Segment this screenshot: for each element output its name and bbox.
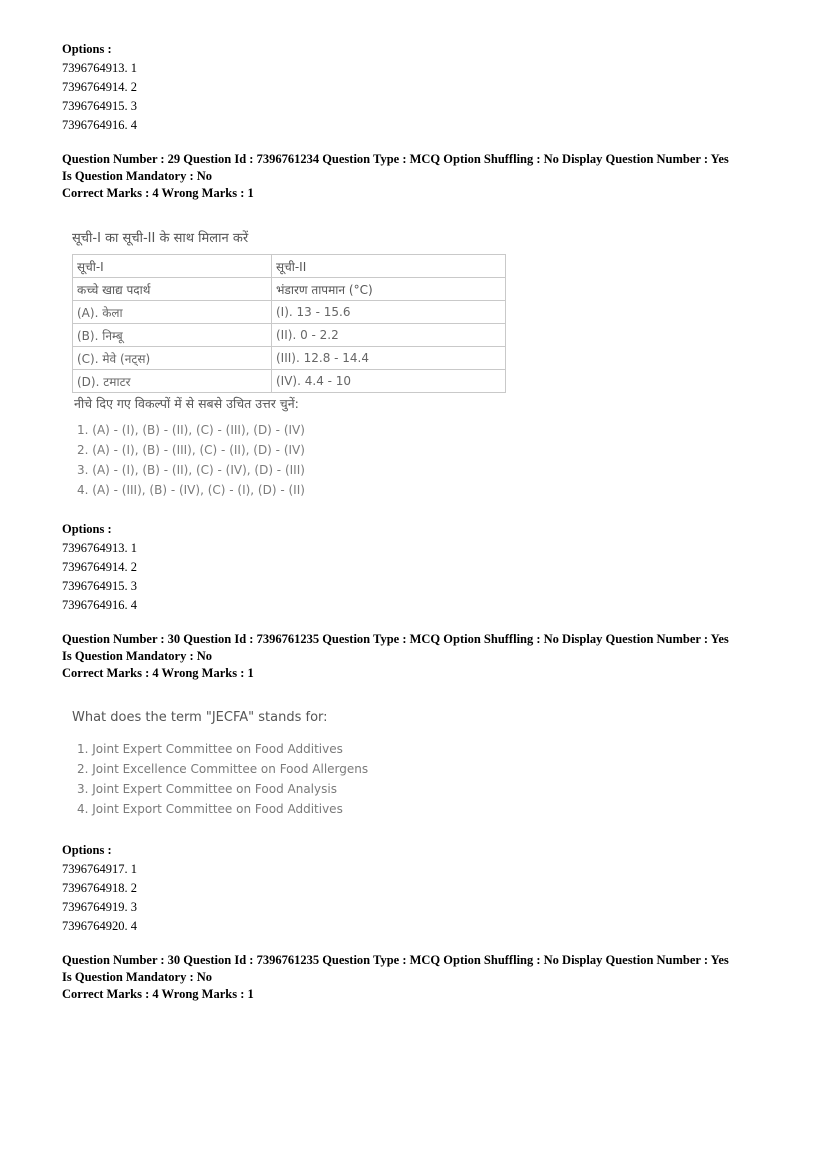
question-header-line: Question Number : 30 Question Id : 7396761235 Question Type : MCQ Option Shuffling : No Display Question Number : Yes [62,632,729,646]
choice-item: 4. Joint Export Committee on Food Additives [77,802,343,816]
table-cell: (D). टमाटर [73,370,272,393]
table-cell: (III). 12.8 - 14.4 [272,347,506,370]
question-30-content [62,710,782,819]
question-lead: सूची-I का सूची-II के साथ मिलान करें [72,231,249,246]
document-page [62,40,782,1003]
option-line: 7396764916. 4 [62,598,137,612]
choice-item: 3. Joint Expert Committee on Food Analysis [77,782,337,796]
options-block-q29 [62,520,782,615]
table-cell: (B). निम्बू [73,324,272,347]
choice-item: 3. (A) - (I), (B) - (II), (C) - (IV), (D) - (III) [77,463,305,477]
question-mandatory-line: Is Question Mandatory : No [62,970,213,984]
options-title: Options : [62,42,112,56]
question-instruction: नीचे दिए गए विकल्पों में से सबसे उचित उत्तर चुनें: [74,396,299,411]
question-lead: What does the term "JECFA" stands for: [72,710,328,725]
question-marks-line: Correct Marks : 4 Wrong Marks : 1 [62,186,254,200]
option-line: 7396764919. 3 [62,900,137,914]
question-29-header [62,151,782,202]
table-row [73,301,506,324]
table-cell: (A). केला [73,301,272,324]
option-line: 7396764914. 2 [62,80,137,94]
choice-list [62,739,782,819]
question-30-header [62,631,782,682]
match-table [72,254,506,393]
table-cell: (I). 13 - 15.6 [272,301,506,324]
table-head-2: सूची-II [272,255,506,278]
choice-list [62,420,782,500]
option-line: 7396764915. 3 [62,579,137,593]
option-line: 7396764916. 4 [62,118,137,132]
question-29-content [62,228,782,500]
choice-item: 1. Joint Expert Committee on Food Additives [77,742,343,756]
table-subhead-1: कच्चे खाद्य पदार्थ [73,278,272,301]
options-title: Options : [62,843,112,857]
table-row [73,370,506,393]
option-line: 7396764914. 2 [62,560,137,574]
choice-item: 4. (A) - (III), (B) - (IV), (C) - (I), (D) - (II) [77,483,305,497]
options-block-top [62,40,782,135]
question-header-line: Question Number : 29 Question Id : 7396761234 Question Type : MCQ Option Shuffling : No Display Question Number : Yes [62,152,729,166]
question-mandatory-line: Is Question Mandatory : No [62,169,213,183]
table-subhead-2: भंडारण तापमान (°C) [272,278,506,301]
option-line: 7396764915. 3 [62,99,137,113]
table-cell: (II). 0 - 2.2 [272,324,506,347]
question-marks-line: Correct Marks : 4 Wrong Marks : 1 [62,666,254,680]
option-line: 7396764917. 1 [62,862,137,876]
question-header-line: Question Number : 30 Question Id : 7396761235 Question Type : MCQ Option Shuffling : No Display Question Number : Yes [62,953,729,967]
options-title: Options : [62,522,112,536]
table-cell: (C). मेवे (नट्स) [73,347,272,370]
option-line: 7396764913. 1 [62,61,137,75]
options-block-q30 [62,841,782,936]
table-cell: (IV). 4.4 - 10 [272,370,506,393]
table-head-1: सूची-I [73,255,272,278]
option-line: 7396764920. 4 [62,919,137,933]
table-row [73,324,506,347]
question-30b-header [62,952,782,1003]
choice-item: 1. (A) - (I), (B) - (II), (C) - (III), (D) - (IV) [77,423,305,437]
option-line: 7396764918. 2 [62,881,137,895]
choice-item: 2. Joint Excellence Committee on Food Allergens [77,762,369,776]
question-mandatory-line: Is Question Mandatory : No [62,649,213,663]
table-row [73,347,506,370]
option-line: 7396764913. 1 [62,541,137,555]
question-marks-line: Correct Marks : 4 Wrong Marks : 1 [62,987,254,1001]
choice-item: 2. (A) - (I), (B) - (III), (C) - (II), (D) - (IV) [77,443,305,457]
